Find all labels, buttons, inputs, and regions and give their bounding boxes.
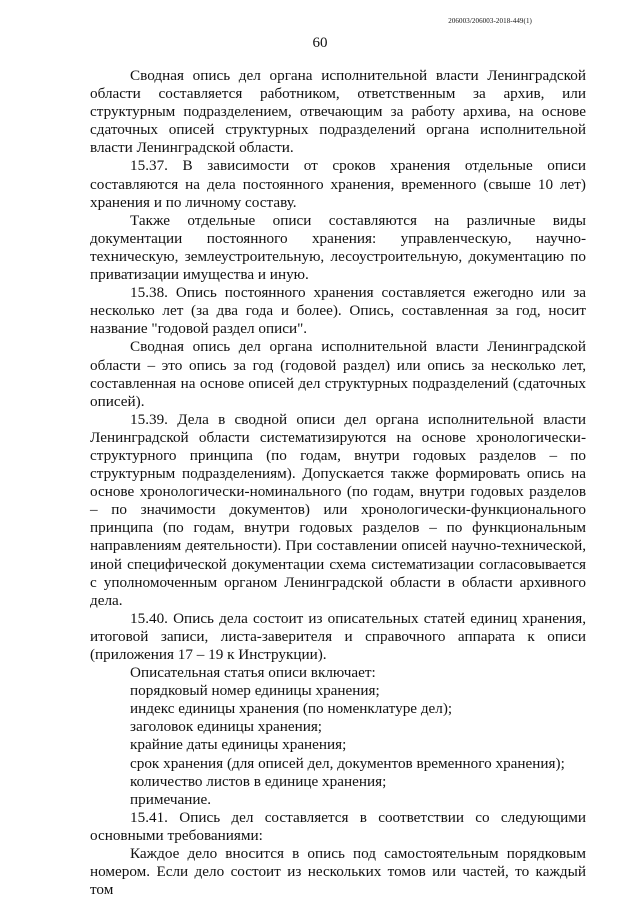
paragraph-15-37: 15.37. В зависимости от сроков хранения отдельные описи составляются на дела постоянного хранения, временного (свыше 10 лет) хранения и по личному составу. — [90, 157, 586, 211]
page-number: 60 — [312, 35, 328, 51]
body-text — [90, 67, 586, 899]
list-intro: Описательная статья описи включает: — [130, 664, 376, 682]
paragraph-separate-inventories: Также отдельные описи составляются на различные виды документации постоянного хранения: управленческую, научно-техническую, землеустроительную, лесоустроительную, документацию по приватизации имущества и иную. — [90, 211, 586, 284]
paragraph-summary-definition: Сводная опись дел органа исполнительной власти Ленинградской области – это опись за год (годовой раздел) или опись за несколько лет, составленная на основе описей дел структурных подразделений (сдаточных описей). — [90, 338, 586, 410]
document-id: 206003/206003-2018-449(1) — [448, 17, 532, 25]
list-item: крайние даты единицы хранения; — [130, 736, 347, 754]
list-item: примечание. — [130, 790, 211, 808]
paragraph-each-case: Каждое дело вносится в опись под самостоятельным порядковым номером. Если дело состоит из нескольких томов или частей, то каждый том — [90, 845, 586, 899]
paragraph-15-40: 15.40. Опись дела состоит из описательных статей единиц хранения, итоговой записи, листа-заверителя и справочного аппарата к описи (приложения 17 – 19 к Инструкции). — [90, 609, 586, 663]
list-item: количество листов в единице хранения; — [130, 772, 387, 790]
paragraph-15-41: 15.41. Опись дел составляется в соответствии со следующими основными требованиями: — [90, 808, 586, 844]
list-item: индекс единицы хранения (по номенклатуре дел); — [130, 700, 453, 718]
list-item: срок хранения (для описей дел, документов временного хранения); — [130, 754, 565, 772]
paragraph-15-39: 15.39. Дела в сводной описи дел органа исполнительной власти Ленинградской области систематизируются на основе хронологически-структурного принципа (по годам, внутри годовых разделов – по структурным подразделениям). Допускается также формировать опись на основе хронологически-номинального (по годам, внутри годовых разделов – по значимости документов) или хронологически-функционального принципа (по годам, внутри годовых разделов – по функциональным направлениям деятельности). При составлении описей научно-технической, иной специфической документации схема систематизации согласовывается с уполномоченным органом Ленинградской области в области архивного дела. — [90, 410, 586, 609]
paragraph-summary-inventory: Сводная опись дел органа исполнительной власти Ленинградской области составляется работником, ответственным за архив, или структурным подразделением, отвечающим за работу архива, на основе сдаточных описей структурных подразделений органа исполнительной власти Ленинградской области. — [90, 67, 586, 157]
list-item: порядковый номер единицы хранения; — [130, 682, 380, 700]
list-item: заголовок единицы хранения; — [130, 718, 323, 736]
paragraph-15-38: 15.38. Опись постоянного хранения составляется ежегодно или за несколько лет (за два года и более). Опись, составленная за год, носит название "годовой раздел описи". — [90, 284, 586, 338]
